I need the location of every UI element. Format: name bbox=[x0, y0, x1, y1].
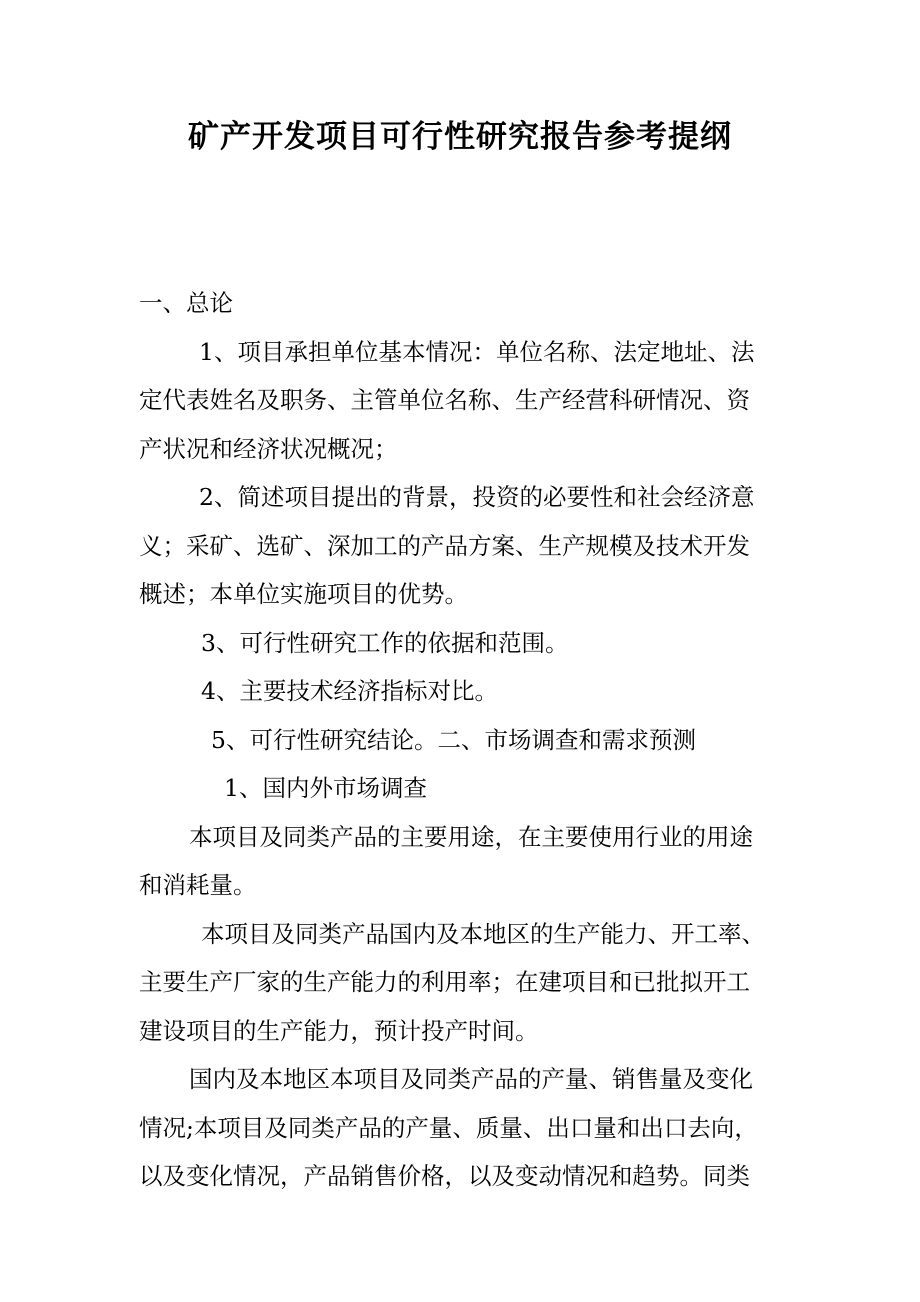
paragraph-line: 以及变化情况，产品销售价格，以及变动情况和趋势。同类 bbox=[139, 1162, 750, 1190]
paragraph-line: 概述；本单位实施项目的优势。 bbox=[139, 580, 468, 608]
paragraph-line: 2、简述项目提出的背景，投资的必要性和社会经济意 bbox=[199, 483, 755, 511]
paragraph-line: 5、可行性研究结论。二、市场调查和需求预测 bbox=[211, 725, 696, 754]
document-title: 矿产开发项目可行性研究报告参考提纲 bbox=[188, 119, 732, 155]
paragraph-line: 4、主要技术经济指标对比。 bbox=[201, 677, 498, 705]
document-body bbox=[139, 279, 789, 1201]
paragraph-line: 国内及本地区本项目及同类产品的产量、销售量及变化 bbox=[189, 1065, 753, 1093]
paragraph-line: 1、项目承担单位基本情况：单位名称、法定地址、法 bbox=[199, 337, 755, 366]
section-heading-general: 一、总论 bbox=[139, 289, 233, 317]
paragraph-line: 本项目及同类产品国内及本地区的生产能力、开工率、 bbox=[201, 919, 765, 948]
paragraph-line: 义；采矿、选矿、深加工的产品方案、生产规模及技术开发 bbox=[139, 531, 750, 560]
paragraph-line: 主要生产厂家的生产能力的利用率；在建项目和已批拟开工 bbox=[139, 968, 750, 996]
paragraph-line: 3、可行性研究工作的依据和范围。 bbox=[201, 628, 569, 657]
paragraph-line: 产状况和经济状况概况； bbox=[139, 434, 398, 463]
paragraph-line: 和消耗量。 bbox=[139, 871, 257, 899]
paragraph-line: 本项目及同类产品的主要用途，在主要使用行业的用途 bbox=[189, 822, 753, 851]
paragraph-line: 建设项目的生产能力，预计投产时间。 bbox=[139, 1016, 539, 1045]
subsection-heading: 1、国内外市场调查 bbox=[224, 774, 427, 802]
paragraph-line: 情况;本项目及同类产品的产量、质量、出口量和出口去向， bbox=[139, 1113, 758, 1142]
paragraph-line: 定代表姓名及职务、主管单位名称、生产经营科研情况、资 bbox=[139, 386, 750, 414]
